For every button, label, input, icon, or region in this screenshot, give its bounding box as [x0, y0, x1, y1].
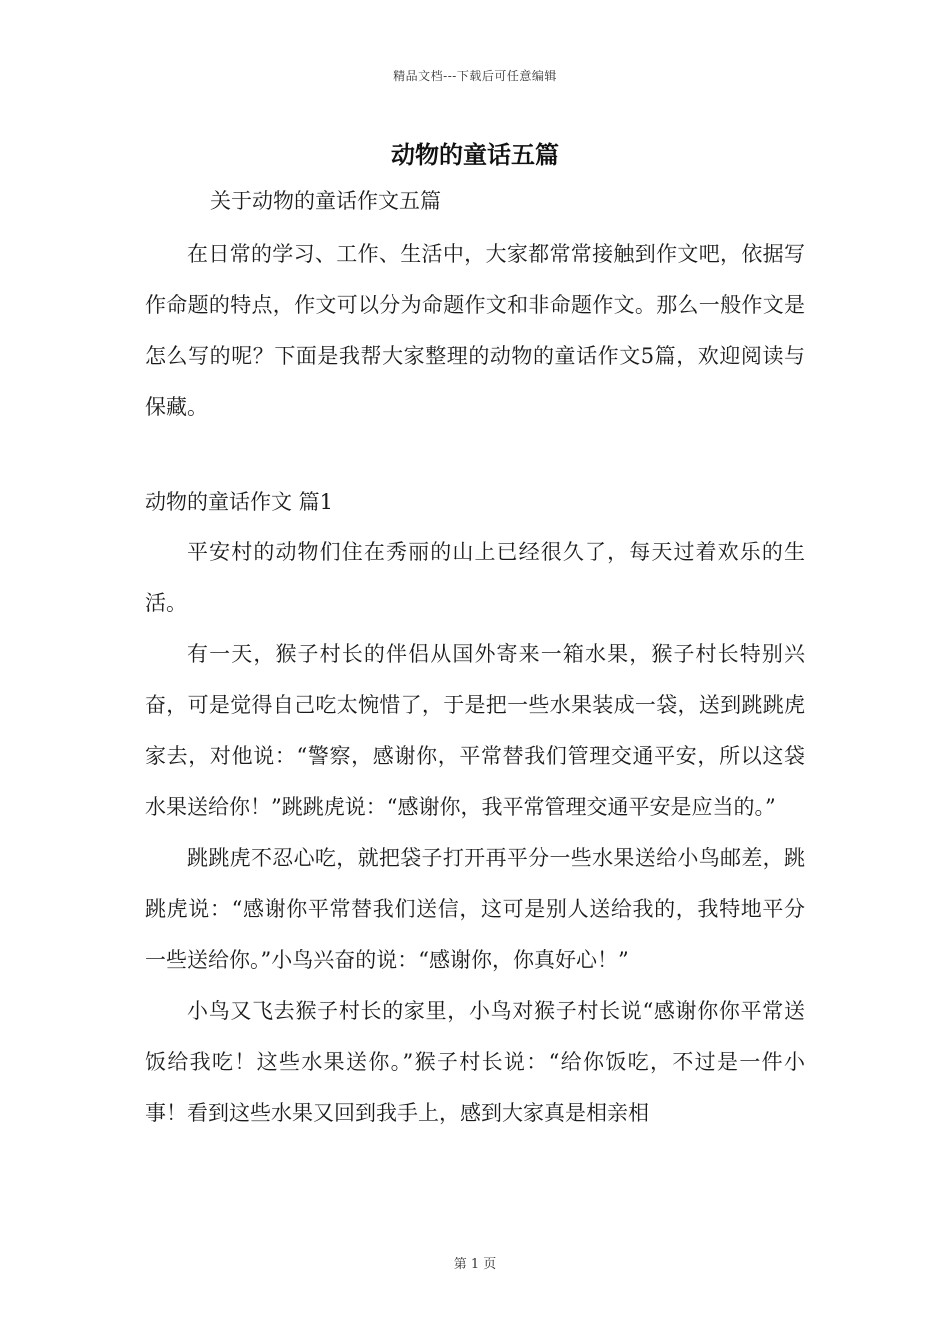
story-paragraph: 平安村的动物们住在秀丽的山上已经很久了，每天过着欢乐的生活。	[145, 540, 805, 615]
story-paragraph: 有一天，猴子村长的伴侣从国外寄来一箱水果，猴子村长特别兴奋，可是觉得自己吃太惋惜了，于是把一些水果装成一袋，送到跳跳虎家去，对他说：“警察，感谢你，平常替我们管理交通平安，所以这袋水果送给你！”跳跳虎说：“感谢你，我平常管理交通平安是应当的。”	[145, 642, 805, 819]
story-body	[145, 527, 805, 1139]
header-note: 精品文档---下载后可任意编辑	[393, 69, 557, 83]
section-heading: 动物的童话作文 篇1	[145, 490, 334, 514]
document-subtitle: 关于动物的童话作文五篇	[210, 189, 441, 213]
page-number: 第 1 页	[453, 1257, 497, 1272]
story-paragraph: 小鸟又飞去猴子村长的家里，小鸟对猴子村长说“感谢你你平常送饭给我吃！这些水果送你。”猴子村长说：“给你饭吃，不过是一件小事！看到这些水果又回到我手上，感到大家真是相亲相	[145, 999, 805, 1125]
document-title: 动物的童话五篇	[391, 140, 559, 169]
intro-block	[145, 229, 805, 433]
story-paragraph: 跳跳虎不忍心吃，就把袋子打开再平分一些水果送给小鸟邮差，跳跳虎说：“感谢你平常替我们送信，这可是别人送给我的，我特地平分一些送给你。”小鸟兴奋的说：“感谢你，你真好心！”	[145, 846, 805, 972]
intro-paragraph: 在日常的学习、工作、生活中，大家都常常接触到作文吧，依据写作命题的特点，作文可以分为命题作文和非命题作文。那么一般作文是怎么写的呢？下面是我帮大家整理的动物的童话作文5篇，欢迎阅读与保藏。	[145, 242, 805, 419]
